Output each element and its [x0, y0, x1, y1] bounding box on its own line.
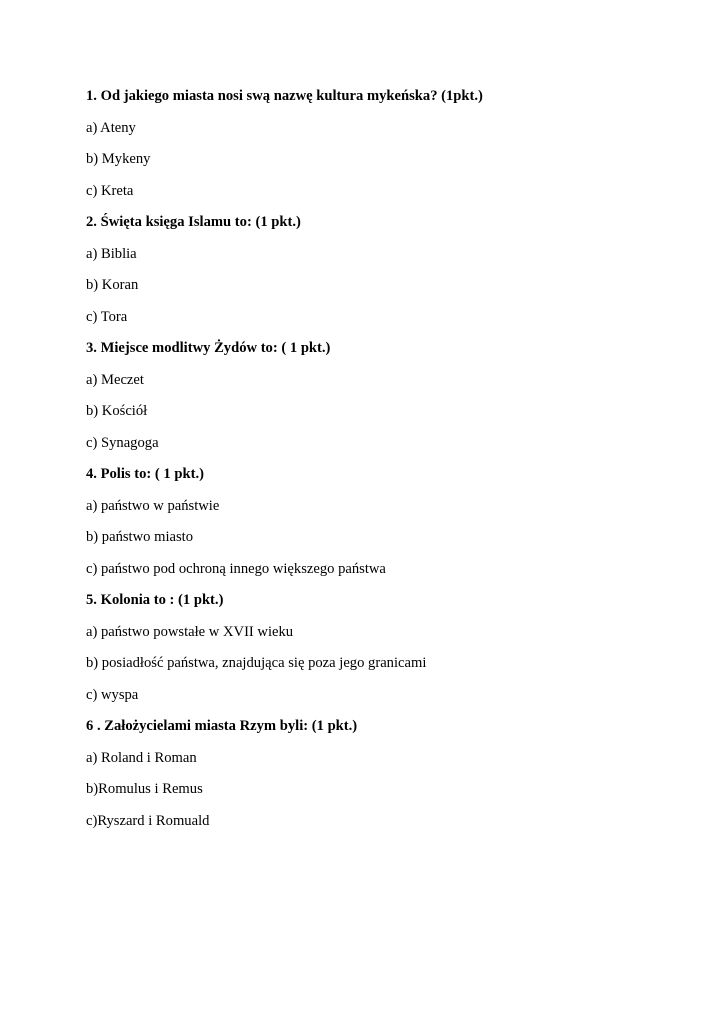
question-1-option-c: c) Kreta [86, 182, 134, 199]
question-6-option-b: b)Romulus i Remus [86, 781, 203, 797]
question-2-option-c: c) Tora [86, 308, 128, 325]
question-6-text: 6 . Założycielami miasta Rzym byli: (1 pkt.) [86, 718, 358, 734]
question-1-text: 1. Od jakiego miasta nosi swą nazwę kultura mykeńska? (1pkt.) [86, 88, 483, 104]
question-4-option-a: a) państwo w państwie [86, 497, 220, 514]
question-5-option-a: a) państwo powstałe w XVII wieku [86, 623, 294, 640]
question-4-option-b: b) państwo miasto [86, 529, 194, 545]
quiz-page [86, 83, 686, 839]
question-4-option-c: c) państwo pod ochroną innego większego państwa [86, 560, 386, 577]
question-5-option-c: c) wyspa [86, 686, 139, 703]
question-6-option-c: c)Ryszard i Romuald [86, 812, 210, 829]
question-3-text: 3. Miejsce modlitwy Żydów to: ( 1 pkt.) [86, 340, 331, 356]
question-5-option-b: b) posiadłość państwa, znajdująca się poza jego granicami [86, 655, 427, 671]
question-1-option-a: a) Ateny [86, 119, 136, 136]
question-2-text: 2. Święta księga Islamu to: (1 pkt.) [86, 214, 301, 230]
question-2-option-a: a) Biblia [86, 245, 137, 262]
question-3-option-a: a) Meczet [86, 371, 144, 388]
question-5-text: 5. Kolonia to : (1 pkt.) [86, 592, 224, 608]
question-2-option-b: b) Koran [86, 277, 139, 293]
question-3-option-b: b) Kościół [86, 403, 148, 419]
question-1-option-b: b) Mykeny [86, 151, 151, 167]
question-6-option-a: a) Roland i Roman [86, 749, 197, 766]
question-4-text: 4. Polis to: ( 1 pkt.) [86, 466, 204, 482]
question-3-option-c: c) Synagoga [86, 434, 159, 451]
